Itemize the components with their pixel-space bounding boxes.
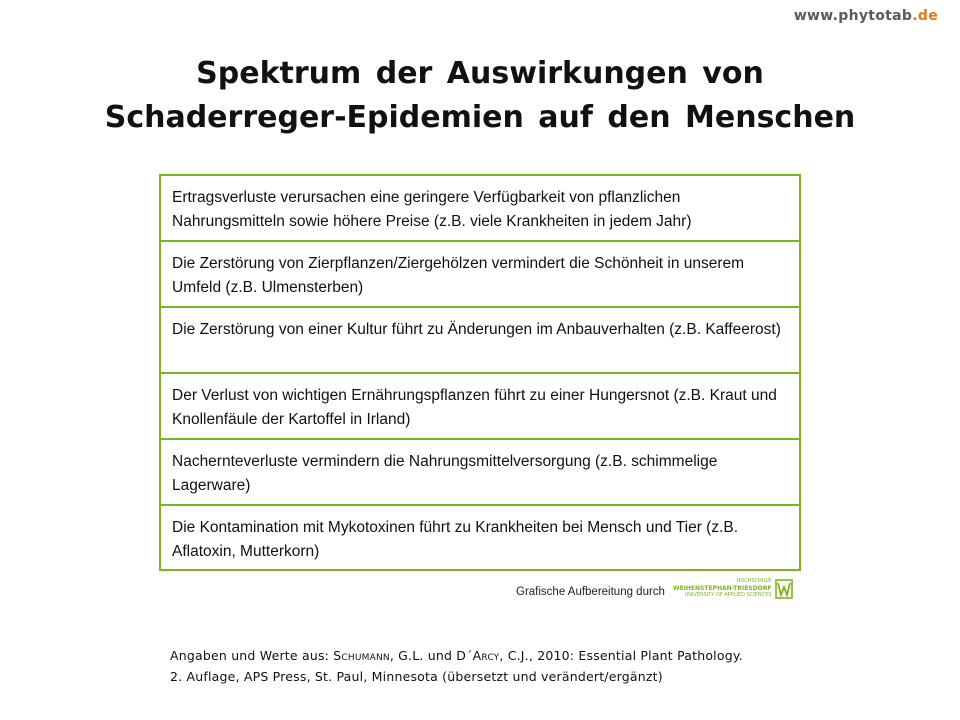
- title-line-1: Spektrum der Auswirkungen von: [196, 56, 764, 91]
- source-reference: [170, 645, 810, 687]
- logo-line-2: WEIHENSTEPHAN-TRIESDORF: [672, 585, 772, 592]
- brand-suffix: .de: [912, 8, 938, 24]
- effect-item-ornamentals: Die Zerstörung von Zierpflanzen/Ziergehölzen vermindert die Schönheit in unserem Umfeld (z.B. Ulmensterben): [161, 242, 799, 308]
- reference-author-2: Arcy: [472, 648, 500, 663]
- effect-item-yield-loss: Ertragsverluste verursachen eine geringere Verfügbarkeit von pflanzlichen Nahrungsmitteln sowie höhere Preise (z.B. viele Krankheiten in jedem Jahr): [161, 176, 799, 242]
- effect-item-postharvest: Nachernteverluste vermindern die Nahrungsmittelversorgung (z.B. schimmelige Lagerware): [161, 440, 799, 506]
- hochschule-logo-text: [673, 578, 771, 599]
- graphic-credit: [516, 578, 793, 599]
- slide-title: [0, 52, 960, 140]
- reference-mid: , G.L. und D´: [389, 648, 473, 663]
- reference-author-1: Schumann: [333, 648, 390, 663]
- effect-item-crop-change: Die Zerstörung von einer Kultur führt zu Änderungen im Anbauverhalten (z.B. Kaffeerost): [161, 308, 799, 374]
- hochschule-w-mark-icon: [775, 579, 793, 599]
- effect-item-famine: Der Verlust von wichtigen Ernährungspflanzen führt zu einer Hungersnot (z.B. Kraut und Knollenfäule der Kartoffel in Irland): [161, 374, 799, 440]
- reference-prefix: Angaben und Werte aus:: [170, 648, 334, 663]
- hochschule-logo: [673, 578, 793, 599]
- logo-line-1: HOCHSCHULE: [736, 578, 772, 584]
- effects-list: [159, 174, 801, 571]
- website-brand[interactable]: [794, 8, 938, 24]
- brand-prefix: www.: [793, 8, 839, 24]
- brand-name: phytotab: [838, 8, 913, 24]
- effect-item-mycotoxins: Die Kontamination mit Mykotoxinen führt zu Krankheiten bei Mensch und Tier (z.B. Aflatoxin, Mutterkorn): [161, 506, 799, 571]
- reference-line-1: [170, 645, 810, 666]
- reference-line-2: 2. Auflage, APS Press, St. Paul, Minnesota (übersetzt und verändert/ergänzt): [170, 669, 663, 684]
- credit-text: Grafische Aufbereitung durch: [516, 585, 665, 598]
- logo-line-3: UNIVERSITY OF APPLIED SCIENCES: [684, 592, 772, 598]
- reference-rest: , C.J., 2010: Essential Plant Pathology.: [499, 648, 743, 663]
- title-line-2: Schaderreger-Epidemien auf den Menschen: [104, 100, 856, 135]
